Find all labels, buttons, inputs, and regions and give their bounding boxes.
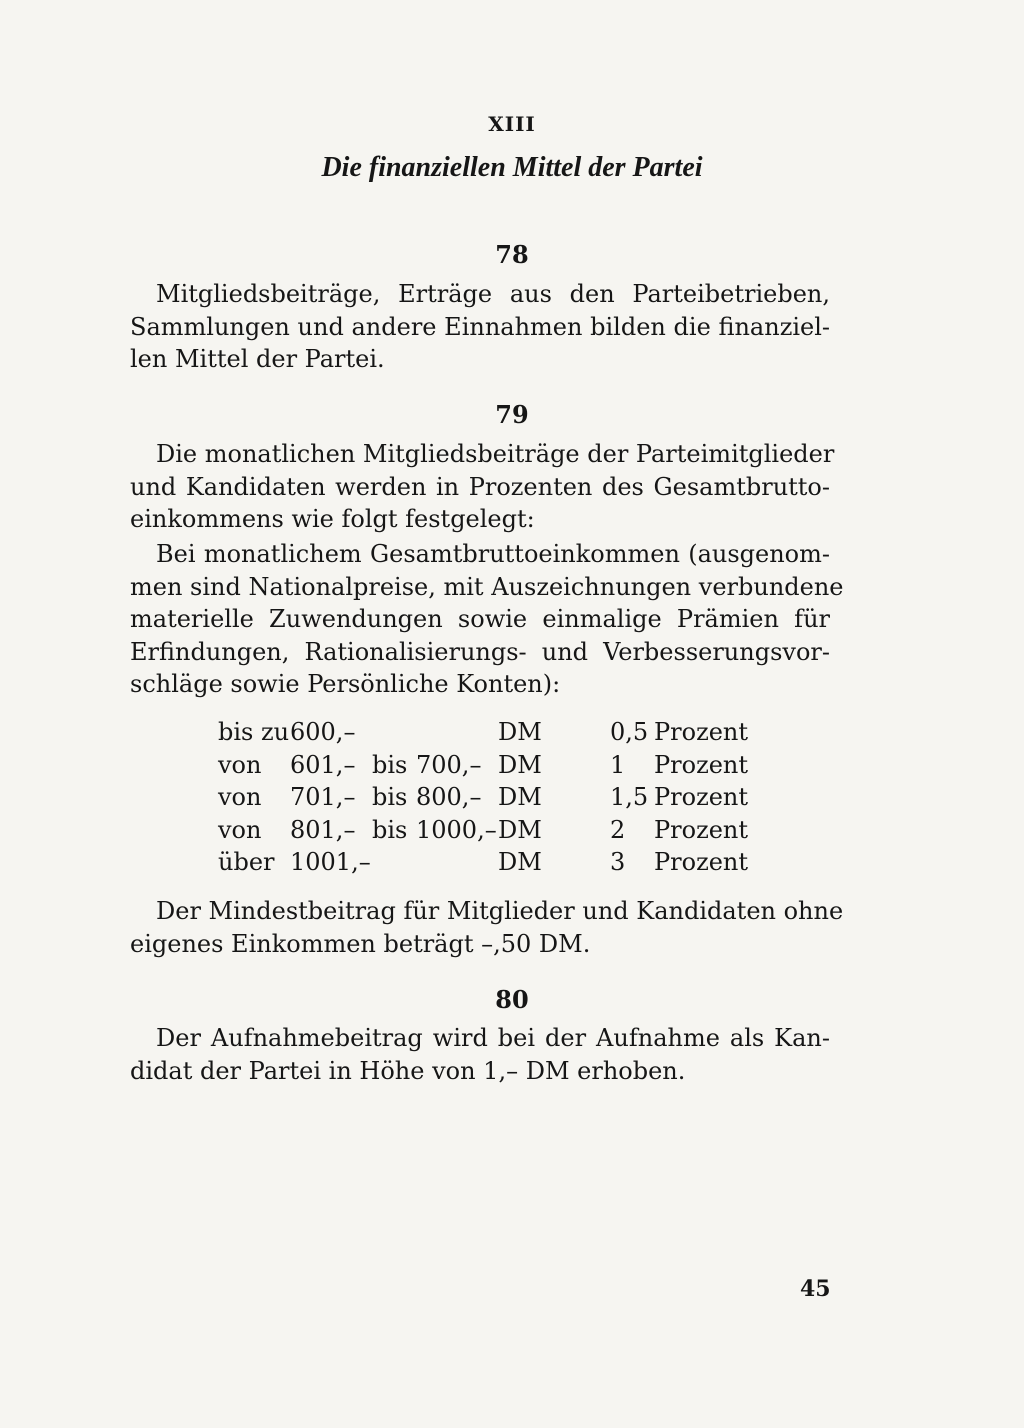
fee-to xyxy=(416,716,498,749)
text-line: Der Aufnahmebeitrag wird bei der Aufnahme als Kan- xyxy=(156,1024,830,1052)
fee-prefix: über xyxy=(218,848,275,877)
section-78-text xyxy=(130,278,830,376)
text-line: Bei monatlichem Gesamtbruttoeinkommen (ausgenom- xyxy=(156,540,830,568)
text-line: materielle Zuwendungen sowie einmalige Prämien für xyxy=(130,605,830,633)
page-number: 45 xyxy=(800,1276,831,1302)
fee-row xyxy=(218,749,748,782)
section-79-detail xyxy=(130,538,844,701)
text-line: didat der Partei in Höhe von 1,– DM erhoben. xyxy=(130,1056,686,1085)
fee-unit: Prozent xyxy=(654,718,749,747)
fee-rate: 3 xyxy=(610,848,626,877)
text-line: eigenes Einkommen beträgt –,50 DM. xyxy=(130,929,591,958)
section-79-intro xyxy=(130,438,835,536)
text-line: men sind Nationalpreise, mit Auszeichnungen verbundene xyxy=(130,572,844,601)
fee-prefix: bis zu xyxy=(218,718,290,747)
fee-currency: DM xyxy=(498,815,542,844)
fee-bis xyxy=(372,846,416,879)
fee-bis: bis xyxy=(372,815,408,844)
fee-from: 600,– xyxy=(290,718,356,747)
fee-prefix: von xyxy=(218,783,262,812)
fee-row xyxy=(218,814,748,847)
text-line: len Mittel der Partei. xyxy=(130,345,385,373)
fee-unit: Prozent xyxy=(654,848,749,877)
fee-to: 1000,– xyxy=(416,815,497,844)
section-80-text xyxy=(130,1022,830,1087)
fee-prefix: von xyxy=(218,815,262,844)
fee-prefix: von xyxy=(218,750,262,779)
section-number-78: 78 xyxy=(495,240,529,269)
text-line: Der Mindestbeitrag für Mitglieder und Kandidaten ohne xyxy=(156,897,844,925)
fee-to: 800,– xyxy=(416,783,482,812)
text-line: Sammlungen und andere Einnahmen bilden die finanziel- xyxy=(130,312,830,341)
fee-bis xyxy=(372,716,416,749)
fee-from: 1001,– xyxy=(290,848,371,877)
fee-unit: Prozent xyxy=(654,750,749,779)
fee-rate: 1,5 xyxy=(610,783,649,812)
text-line: und Kandidaten werden in Prozenten des Gesamtbrutto- xyxy=(130,472,830,501)
section-number-80: 80 xyxy=(495,985,529,1014)
fee-currency: DM xyxy=(498,783,542,812)
fee-bis: bis xyxy=(372,783,408,812)
fee-rate: 1 xyxy=(610,750,626,779)
fee-to xyxy=(416,846,498,879)
fee-row xyxy=(218,716,748,749)
fee-unit: Prozent xyxy=(654,783,749,812)
fee-currency: DM xyxy=(498,718,542,747)
fee-bis: bis xyxy=(372,750,408,779)
text-line: Mitgliedsbeiträge, Erträge aus den Parteibetrieben, xyxy=(156,280,830,308)
fee-to: 700,– xyxy=(416,750,482,779)
section-number-79: 79 xyxy=(495,400,529,429)
fee-currency: DM xyxy=(498,848,542,877)
fee-unit: Prozent xyxy=(654,815,749,844)
fee-from: 701,– xyxy=(290,783,356,812)
fee-from: 801,– xyxy=(290,815,356,844)
fee-row xyxy=(218,781,748,814)
fee-rate: 0,5 xyxy=(610,718,649,747)
text-line: schläge sowie Persönliche Konten): xyxy=(130,670,561,698)
fee-currency: DM xyxy=(498,750,542,779)
fee-rate: 2 xyxy=(610,815,626,844)
chapter-title: Die finanziellen Mittel der Partei xyxy=(321,152,703,183)
fee-row xyxy=(218,846,748,879)
chapter-number: XIII xyxy=(488,112,536,136)
text-line: Die monatlichen Mitgliedsbeiträge der Parteimitglieder xyxy=(156,440,835,468)
text-line: einkommens wie folgt festgelegt: xyxy=(130,505,535,533)
fee-from: 601,– xyxy=(290,750,356,779)
fee-table xyxy=(218,716,748,879)
text-line: Erfindungen, Rationalisierungs- und Verbesserungsvor- xyxy=(130,637,830,666)
section-79-minimum xyxy=(130,895,844,960)
